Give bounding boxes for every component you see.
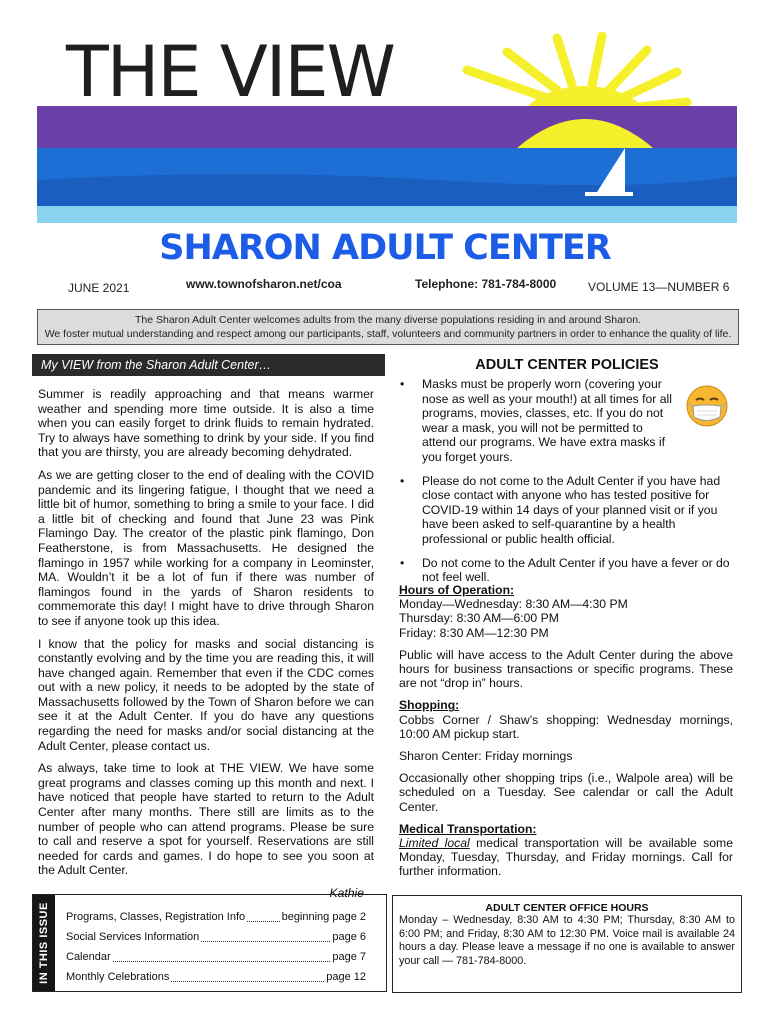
policy-text: Please do not come to the Adult Center if you have had close contact with anyone who has tested positive for COVID-19 within 14 days of your planned visit or if you have been asked to self-quarantine by a health professional or public health official. [422, 473, 721, 546]
list-item[interactable] [66, 927, 366, 947]
policies-title: ADULT CENTER POLICIES [475, 357, 659, 373]
website-link[interactable]: www.townofsharon.net/coa [186, 277, 342, 291]
article-paragraph: As always, take time to look at THE VIEW. We have some great programs and classes coming up this month and next. I have noticed that people have started to return to the Adult Center after many months. There still are limits as to the number of people who can attend programs. Please be sure to call and reserve a spot for yourself. Reservations are still needed for cards and games. I do hope to see you soon at the Adult Center. [38, 761, 374, 878]
issue-date: JUNE 2021 [68, 281, 130, 295]
policy-text: Do not come to the Adult Center if you have a fever or do not feel well. [422, 555, 730, 585]
medical-lead: Limited local [399, 836, 470, 851]
dot-leader [113, 947, 331, 962]
mission-statement [37, 309, 739, 345]
list-item [396, 377, 734, 465]
office-hours-text: Monday – Wednesday, 8:30 AM to 4:30 PM; Thursday, 8:30 AM to 6:00 PM; and Friday, 8:30 AM to 12:30 PM. Voice mail is available 24 hours a day. Please leave a message if no one is available to answer your call — 781-784-8000. [399, 914, 735, 967]
issue-item-page: page 12 [326, 971, 366, 983]
issue-item-title: Calendar [66, 951, 111, 963]
issue-contents-list [66, 907, 366, 987]
medical-text [399, 836, 733, 879]
dot-leader [171, 967, 324, 982]
policies-list [396, 377, 734, 594]
mission-line-2: We foster mutual understanding and respect among our participants, staff, volunteers and community partners in order to enhance the quality of life. [44, 328, 732, 340]
article-paragraph: As we are getting closer to the end of dealing with the COVID pandemic and its lingering fatigue, I thought that we need a little bit of humor, something to bring a smile to your face. I did a little bit of checking and found that June 23 was Pink Flamingo Day. The creator of the plastic pink flamingo, Don Featherstone, is from Massachusetts. He designed the flamingo in 1957 while working for a company in Leominster, MA. Wouldn’t it be a lot of fun if there was number of flamingos found in the yards of Sharon residents to commemorate this day! I might have to drive through Sharon to see if anyone took up this idea. [38, 467, 374, 628]
shopping-other: Occasionally other shopping trips (i.e., Walpole area) will be scheduled on a Tuesday. See calendar or call the Adult Center. [399, 771, 733, 814]
list-item[interactable] [66, 967, 366, 987]
medical-heading: Medical Transportation: [399, 821, 537, 836]
public-access-text: Public will have access to the Adult Center during the above hours for business transactions or specific programs. These are not “drop in” hours. [399, 647, 733, 691]
shopping-heading: Shopping: [399, 698, 460, 713]
bullet: • [400, 377, 405, 391]
issue-item-page: beginning page 2 [281, 911, 366, 923]
policy-text: Masks must be properly worn (covering your nose as well as your mouth!) at all times for all programs, movies, classes, etc. If you do not wear a mask, you will not be permitted to attend our programs. We have extra masks if you forget yours. [422, 377, 672, 464]
signature: Kathie [329, 886, 364, 900]
hours-line: Monday—Wednesday: 8:30 AM—4:30 PM [399, 597, 628, 612]
list-item [396, 556, 734, 585]
hours-heading: Hours of Operation: [399, 583, 515, 597]
myview-article [38, 387, 374, 909]
volume-number: VOLUME 13—NUMBER 6 [588, 280, 730, 294]
services-info [399, 583, 733, 887]
bullet: • [400, 555, 405, 570]
issue-item-page: page 7 [332, 951, 366, 963]
list-item [396, 474, 734, 547]
hours-line: Friday: 8:30 AM—12:30 PM [399, 625, 549, 640]
article-paragraph: Summer is readily approaching and that means warmer weather and spending more time outside. It is also a time when you can easily forget to drink fluids to remain hydrated. Try to always have something to drink by your side. If you find that you are thirsty, you are already becoming dehydrated. [38, 387, 374, 460]
mission-line-1: The Sharon Adult Center welcomes adults from the many diverse populations residing in and around Sharon. [134, 314, 642, 326]
in-this-issue-text: IN THIS ISSUE [38, 902, 50, 984]
list-item[interactable] [66, 947, 366, 967]
office-hours-title: ADULT CENTER OFFICE HOURS [485, 902, 649, 914]
masthead [37, 30, 737, 223]
hours-line: Thursday: 8:30 AM—6:00 PM [399, 611, 559, 626]
myview-heading: My VIEW from the Sharon Adult Center… [32, 354, 385, 376]
shopping-sharon: Sharon Center: Friday mornings [399, 749, 573, 764]
issue-item-title: Monthly Celebrations [66, 971, 170, 983]
issue-item-title: Programs, Classes, Registration Info [66, 911, 246, 923]
telephone: Telephone: 781-784-8000 [415, 277, 557, 291]
medical-body: medical transportation will be available some Monday, Tuesday, Thursday, and Friday mornings. Call for further information. [399, 836, 733, 879]
shopping-cobbs: Cobbs Corner / Shaw’s shopping: Wednesday mornings, 10:00 AM pickup start. [399, 712, 733, 741]
list-item[interactable] [66, 907, 366, 927]
newsletter-title: THE VIEW [66, 31, 394, 113]
dot-leader [201, 927, 330, 942]
center-name: SHARON ADULT CENTER [159, 228, 611, 268]
dot-leader [247, 907, 279, 922]
in-this-issue-box [32, 894, 387, 992]
issue-item-title: Social Services Information [66, 931, 200, 943]
office-hours-box [392, 895, 742, 993]
article-paragraph: I know that the policy for masks and social distancing is constantly evolving and by the time you are reading this, it will have changed again. Remember that even if the CDC comes out with a new policy, it needs to be adopted by the state of Massachusetts followed by the Town of Sharon before we can see it at the Adult Center. If you do have any questions regarding the need for masks and/or social distancing at the Adult Center, please contact us. [38, 636, 374, 753]
issue-item-page: page 6 [332, 931, 366, 943]
bullet: • [400, 473, 405, 488]
masked-face-emoji-icon [685, 384, 729, 428]
in-this-issue-label [33, 895, 55, 991]
